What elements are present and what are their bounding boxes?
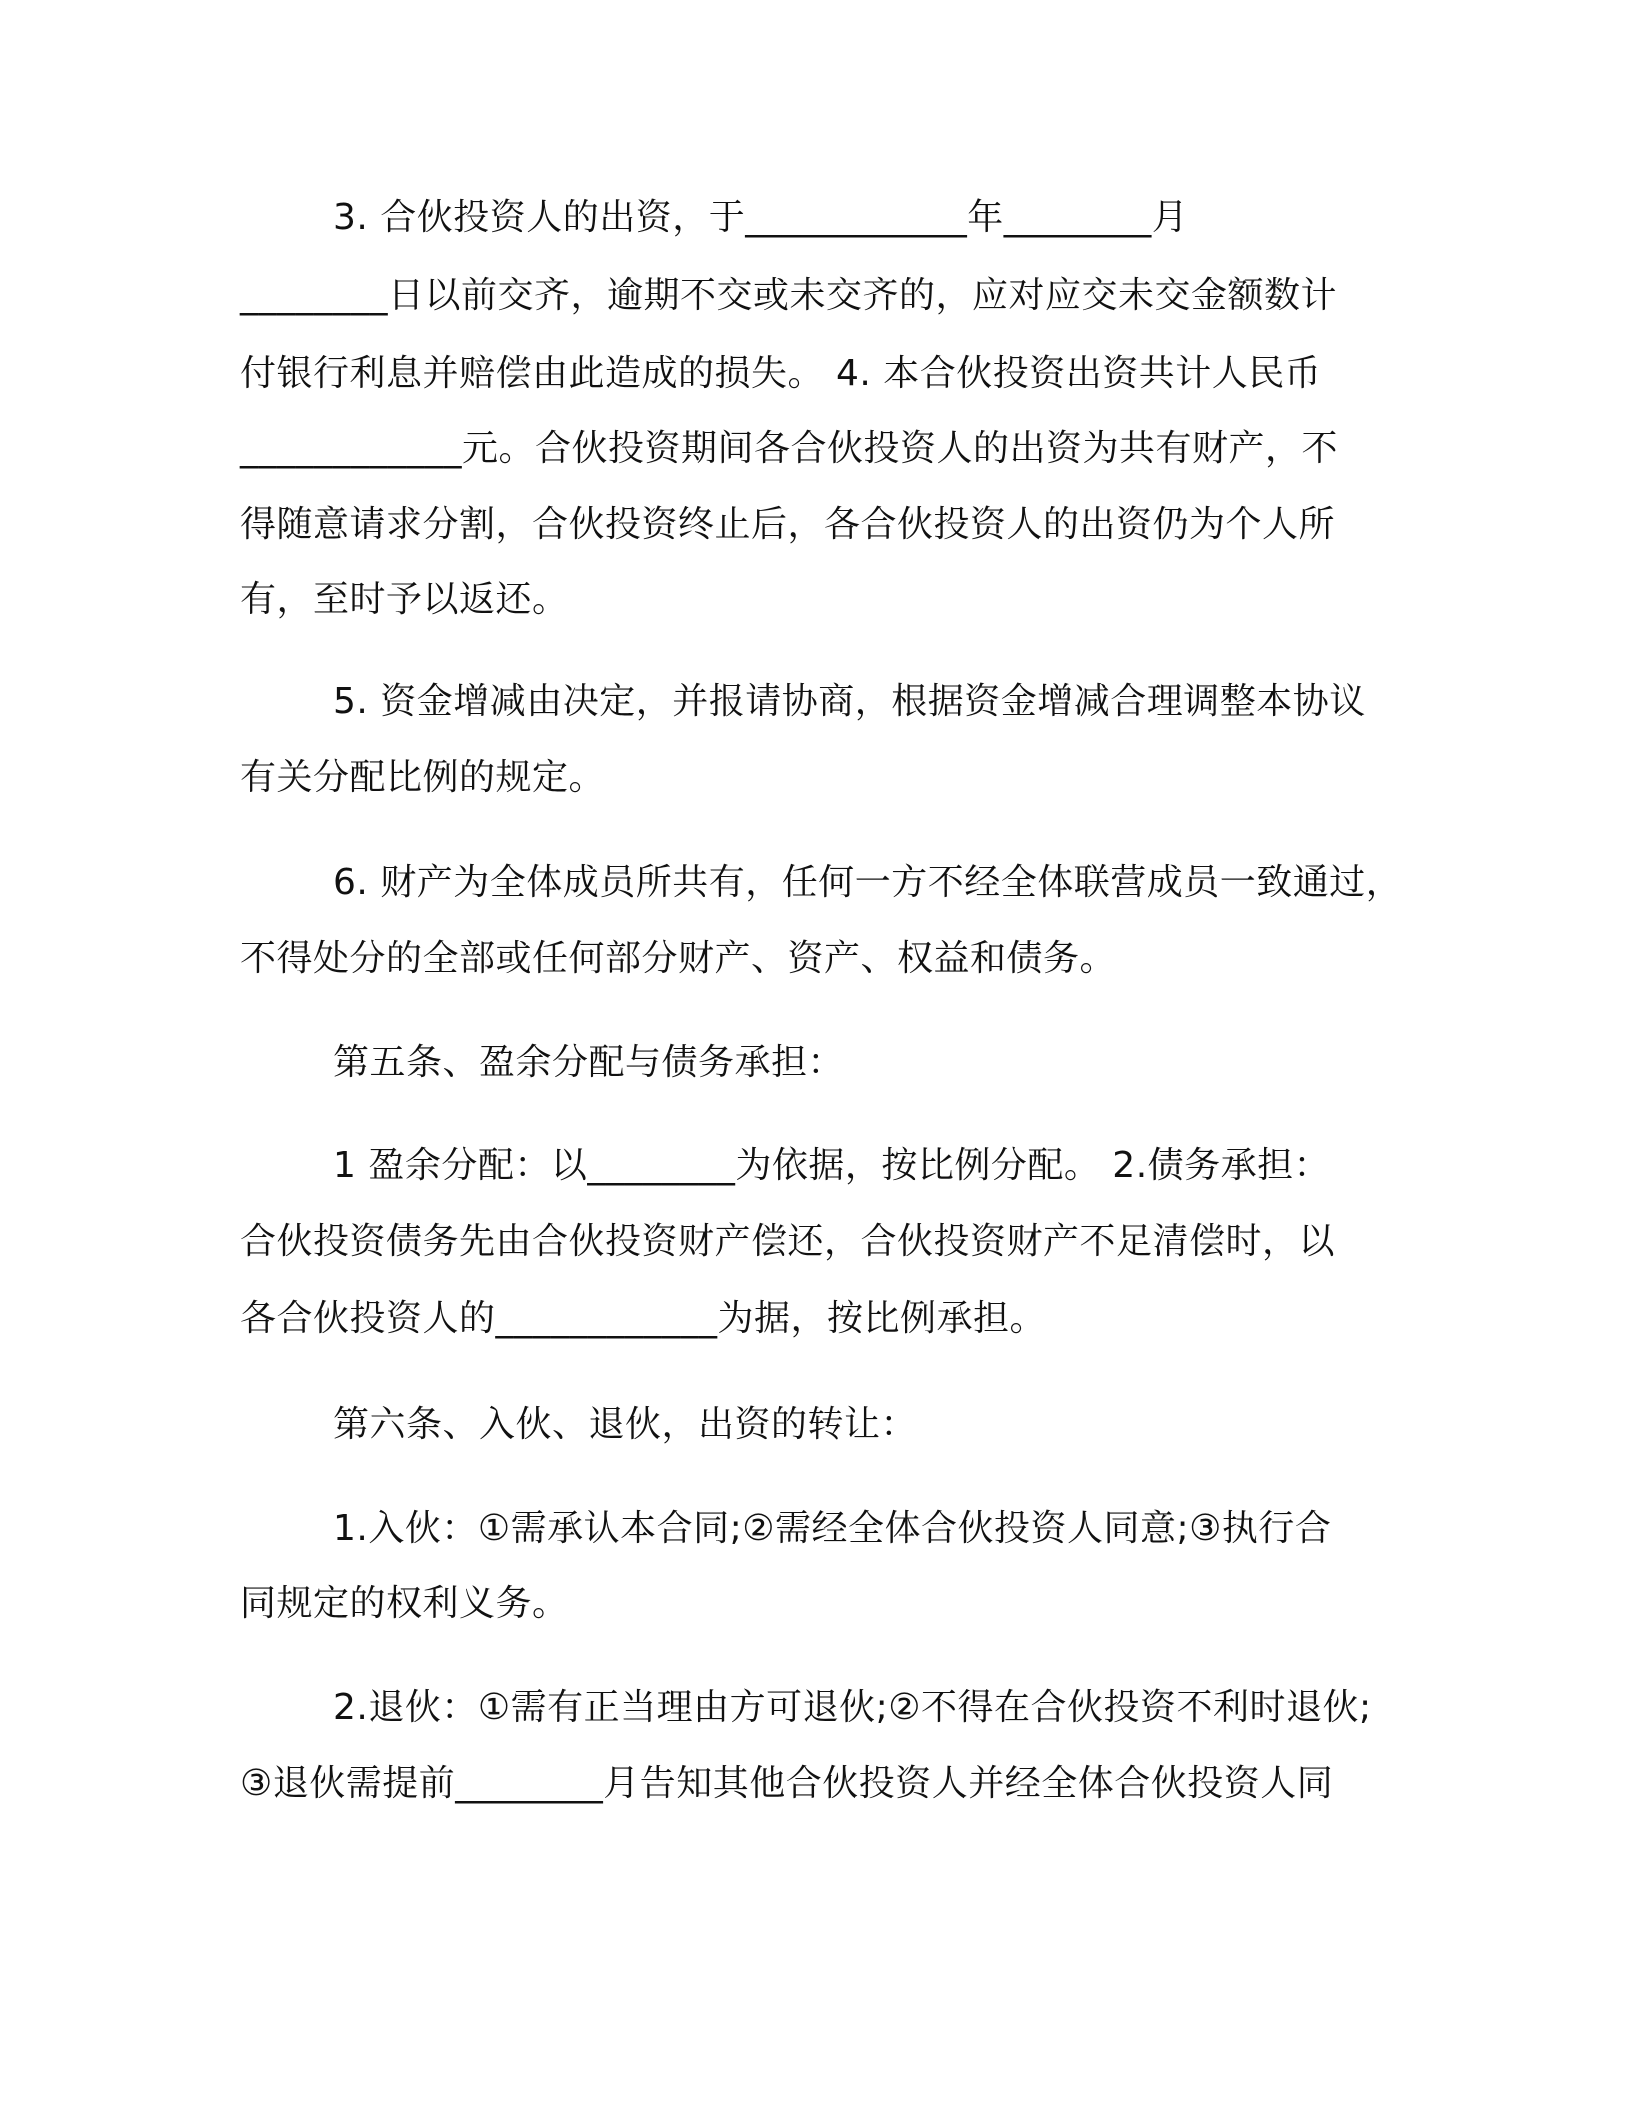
text-line: 6. 财产为全体成员所共有，任何一方不经全体联营成员一致通过， — [333, 862, 1403, 903]
text-line: ________日以前交齐，逾期不交或未交齐的，应对应交未交金额数计 — [240, 275, 1338, 316]
text-line: 1.入伙：①需承认本合同;②需经全体合伙投资人同意;③执行合 — [333, 1508, 1332, 1549]
text-line: ③退伙需提前________月告知其他合伙投资人并经全体合伙投资人同 — [240, 1763, 1334, 1804]
text-line: 2.退伙：①需有正当理由方可退伙;②不得在合伙投资不利时退伙; — [333, 1687, 1372, 1728]
text-line: ____________元。合伙投资期间各合伙投资人的出资为共有财产，不 — [240, 428, 1339, 469]
text-line: 有，至时予以返还。 — [240, 579, 569, 620]
text-line: 同规定的权利义务。 — [240, 1583, 569, 1624]
text-line: 合伙投资债务先由合伙投资财产偿还，合伙投资财产不足清偿时，以 — [240, 1221, 1336, 1262]
text-line: 有关分配比例的规定。 — [240, 757, 606, 798]
text-line: 1 盈余分配：以________为依据，按比例分配。 2.债务承担： — [333, 1145, 1331, 1186]
text-line: 得随意请求分割，合伙投资终止后，各合伙投资人的出资仍为个人所 — [240, 504, 1336, 545]
section-heading: 第六条、入伙、退伙，出资的转让： — [333, 1404, 918, 1445]
text-line: 3. 合伙投资人的出资，于____________年________月 — [333, 197, 1189, 238]
text-line: 各合伙投资人的____________为据，按比例承担。 — [240, 1298, 1047, 1339]
text-line: 5. 资金增减由决定，并报请协商，根据资金增减合理调整本协议 — [333, 681, 1366, 722]
text-line: 付银行利息并赔偿由此造成的损失。 4. 本合伙投资出资共计人民币 — [240, 353, 1322, 394]
section-heading: 第五条、盈余分配与债务承担： — [333, 1042, 845, 1083]
text-line: 不得处分的全部或任何部分财产、资产、权益和债务。 — [240, 938, 1117, 979]
